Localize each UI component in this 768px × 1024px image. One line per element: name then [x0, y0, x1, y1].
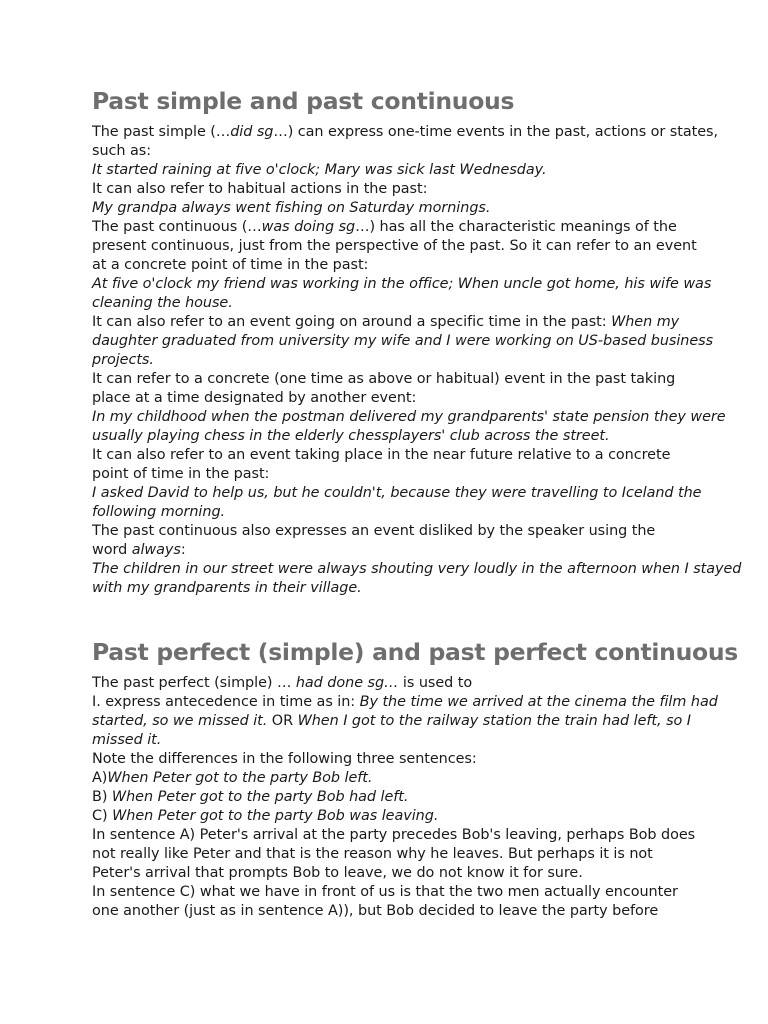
- text-run: The past simple (…: [92, 124, 231, 140]
- italic-text-run: cleaning the house.: [92, 295, 233, 311]
- text-line: [92, 427, 692, 446]
- text-line: [92, 902, 692, 921]
- italic-text-run: My grandpa always went fishing on Saturday mornings.: [92, 200, 491, 216]
- text-line: [92, 731, 692, 750]
- text-line: [92, 883, 692, 902]
- italic-text-run: with my grandparents in their village.: [92, 580, 362, 596]
- text-line: [92, 446, 692, 465]
- text-run: :: [180, 542, 186, 558]
- text-line: [92, 788, 692, 807]
- text-line: [92, 218, 692, 237]
- text-line: [92, 294, 692, 313]
- text-run: Note the differences in the following three sentences:: [92, 751, 477, 767]
- section-body-past-perfect: [92, 674, 718, 921]
- text-line: [92, 180, 692, 199]
- italic-text-run: did sg: [230, 124, 274, 140]
- text-line: [92, 712, 692, 731]
- text-line: [92, 845, 692, 864]
- text-line: [92, 560, 742, 579]
- text-run: not really like Peter and that is the reason why he leaves. But perhaps it is not: [92, 846, 653, 862]
- text-run: …) can express one-time events in the past, actions or states,: [273, 124, 718, 140]
- italic-text-run: following morning.: [92, 504, 226, 520]
- text-run: …) has all the characteristic meanings of the: [355, 219, 677, 235]
- text-run: point of time in the past:: [92, 466, 270, 482]
- text-line: [92, 408, 726, 427]
- text-line: [92, 199, 692, 218]
- italic-text-run: When Peter got to the party Bob was leaving.: [112, 808, 439, 824]
- text-line: [92, 370, 692, 389]
- italic-text-run: The children in our street were always shouting very loudly in the afternoon when I stayed: [92, 561, 742, 577]
- text-line: [92, 237, 697, 256]
- text-run: OR: [267, 713, 298, 729]
- italic-text-run: missed it.: [92, 732, 162, 748]
- italic-text-run: had done sg…: [295, 675, 399, 691]
- text-line: [92, 826, 696, 845]
- italic-text-run: always: [131, 542, 181, 558]
- text-run: The past continuous also expresses an event disliked by the speaker using the: [92, 523, 656, 539]
- text-line: [92, 769, 692, 788]
- text-run: place at a time designated by another event:: [92, 390, 417, 406]
- text-run: In sentence C) what we have in front of us is that the two men actually encounter: [92, 884, 678, 900]
- text-line: [92, 161, 692, 180]
- text-line: [92, 750, 692, 769]
- italic-text-run: When Peter got to the party Bob had left.: [111, 789, 409, 805]
- text-line: [92, 674, 692, 693]
- text-run: such as:: [92, 143, 151, 159]
- text-run: word: [92, 542, 132, 558]
- section-body-past-simple: [92, 123, 742, 598]
- text-line: [92, 807, 692, 826]
- text-run: The past continuous (…: [92, 219, 262, 235]
- text-line: [92, 541, 692, 560]
- text-line: [92, 465, 692, 484]
- italic-text-run: was doing sg: [261, 219, 356, 235]
- italic-text-run: By the time we arrived at the cinema the film had: [359, 694, 718, 710]
- text-run: In sentence A) Peter's arrival at the party precedes Bob's leaving, perhaps Bob does: [92, 827, 696, 843]
- italic-text-run: At five o'clock my friend was working in the office; When uncle got home, his wife was: [92, 276, 712, 292]
- italic-text-run: It started raining at five o'clock; Mary was sick last Wednesday.: [92, 162, 547, 178]
- italic-text-run: started, so we missed it.: [92, 713, 268, 729]
- document-body: [92, 84, 742, 921]
- text-run: present continuous, just from the perspective of the past. So it can refer to an event: [92, 238, 697, 254]
- text-line: [92, 256, 692, 275]
- section-heading-past-perfect: Past perfect (simple) and past perfect continuous: [92, 638, 738, 666]
- italic-text-run: In my childhood when the postman delivered my grandparents' state pension they were: [92, 409, 726, 425]
- text-line: [92, 275, 712, 294]
- text-line: [92, 579, 692, 598]
- text-run: B): [92, 789, 112, 805]
- text-run: Peter's arrival that prompts Bob to leave, we do not know it for sure.: [92, 865, 583, 881]
- text-line: [92, 351, 692, 370]
- text-line: [92, 484, 702, 503]
- text-line: [92, 522, 692, 541]
- text-line: [92, 142, 692, 161]
- text-run: It can also refer to an event taking place in the near future relative to a concrete: [92, 447, 671, 463]
- text-run: It can also refer to habitual actions in the past:: [92, 181, 428, 197]
- italic-text-run: I asked David to help us, but he couldn't, because they were travelling to Iceland the: [92, 485, 702, 501]
- text-run: It can also refer to an event going on around a specific time in the past:: [92, 314, 612, 330]
- text-run: C): [92, 808, 113, 824]
- italic-text-run: When my: [611, 314, 680, 330]
- text-line: [92, 389, 692, 408]
- text-run: A): [92, 770, 108, 786]
- italic-text-run: daughter graduated from university my wife and I were working on US-based business: [92, 333, 714, 349]
- text-line: [92, 313, 692, 332]
- text-line: [92, 332, 714, 351]
- text-run: is used to: [398, 675, 473, 691]
- italic-text-run: usually playing chess in the elderly chessplayers' club across the street.: [92, 428, 610, 444]
- text-line: [92, 503, 692, 522]
- text-run: one another (just as in sentence A)), but Bob decided to leave the party before: [92, 903, 659, 919]
- text-run: at a concrete point of time in the past:: [92, 257, 369, 273]
- italic-text-run: projects.: [92, 352, 154, 368]
- italic-text-run: When I got to the railway station the train had left, so I: [297, 713, 691, 729]
- text-run: I. express antecedence in time as in:: [92, 694, 360, 710]
- section-heading-past-simple: Past simple and past continuous: [92, 87, 515, 115]
- italic-text-run: When Peter got to the party Bob left.: [107, 770, 373, 786]
- text-run: The past perfect (simple) …: [92, 675, 296, 691]
- text-run: It can refer to a concrete (one time as above or habitual) event in the past taking: [92, 371, 676, 387]
- text-line: [92, 864, 692, 883]
- text-line: [92, 693, 718, 712]
- text-line: [92, 123, 718, 142]
